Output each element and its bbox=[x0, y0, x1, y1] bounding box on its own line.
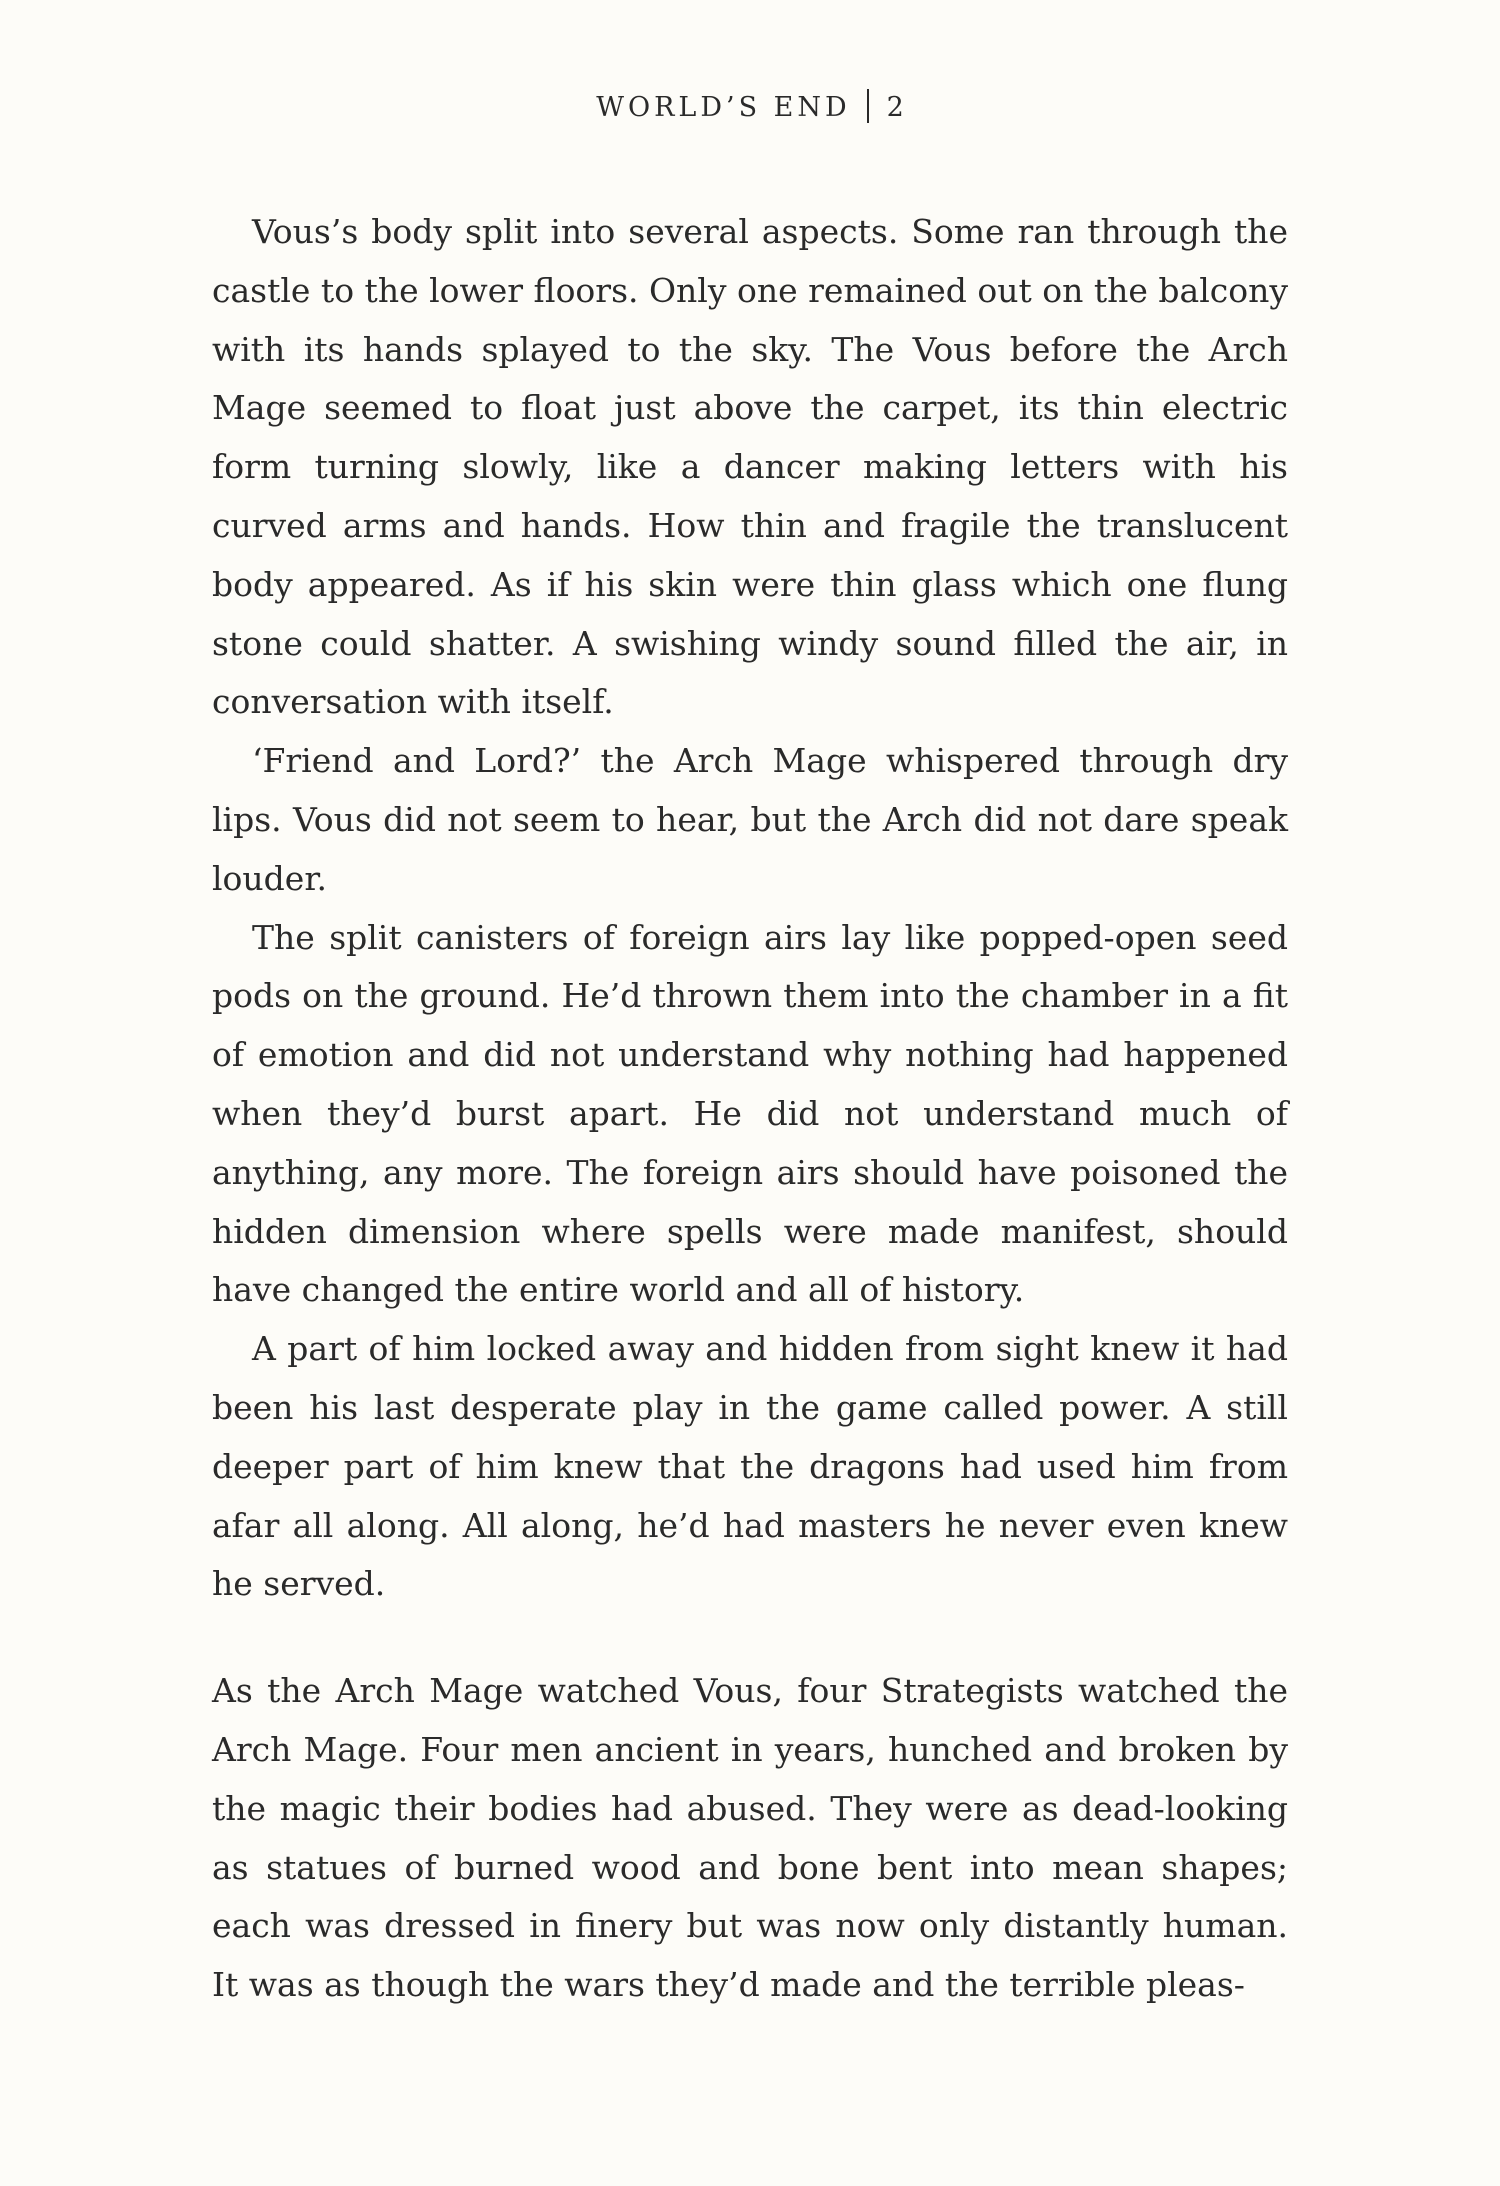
section-break bbox=[212, 1614, 1288, 1662]
body-text bbox=[212, 203, 1288, 2015]
paragraph-strategists: As the Arch Mage watched Vous, four Strategists watched the Arch Mage. Four men ancient in years, hunched and broken by the magic their bodies had abused. They were as dead-looking as statues of burned wood and bone bent into mean shapes; each was dressed in finery but was now only distantly human. It was as though the wars they’d made and the terrible pleas- bbox=[212, 1671, 1288, 2005]
running-head-separator bbox=[867, 89, 869, 123]
paragraph-split-canisters: The split canisters of foreign airs lay like popped-open seed pods on the ground. He’d thrown them into the chamber in a fit of emotion and did not understand why nothing had happened when they’d burst apart. He did not understand much of anything, any more. The foreign airs should have poisoned the hidden dimension where spells were made manifest, should have changed the entire world and all of history. bbox=[212, 917, 1288, 1310]
paragraph-part-of-him: A part of him locked away and hidden from sight knew it had been his last desperate play in the game called power. A still deeper part of him knew that the dragons had used him from afar all along. All along, he’d had masters he never even knew he served. bbox=[212, 1329, 1288, 1604]
running-head bbox=[0, 88, 1500, 128]
paragraph-friend-and-lord: ‘Friend and Lord?’ the Arch Mage whispered through dry lips. Vous did not seem to hear, but the Arch did not dare speak louder. bbox=[212, 741, 1288, 898]
page-number: 2 bbox=[886, 92, 904, 123]
paragraph-vous-split: Vous’s body split into several aspects. Some ran through the castle to the lower floors. Only one remained out on the balcony with its hands splayed to the sky. The Vous before the Arch Mage seemed to float just above the carpet, its thin electric form turning slowly, like a dancer making letters with his curved arms and hands. How thin and fragile the translucent body appeared. As if his skin were thin glass which one flung stone could shatter. A swishing windy sound filled the air, in conversation with itself. bbox=[212, 212, 1288, 722]
running-head-title: WORLD’S END bbox=[596, 92, 851, 123]
